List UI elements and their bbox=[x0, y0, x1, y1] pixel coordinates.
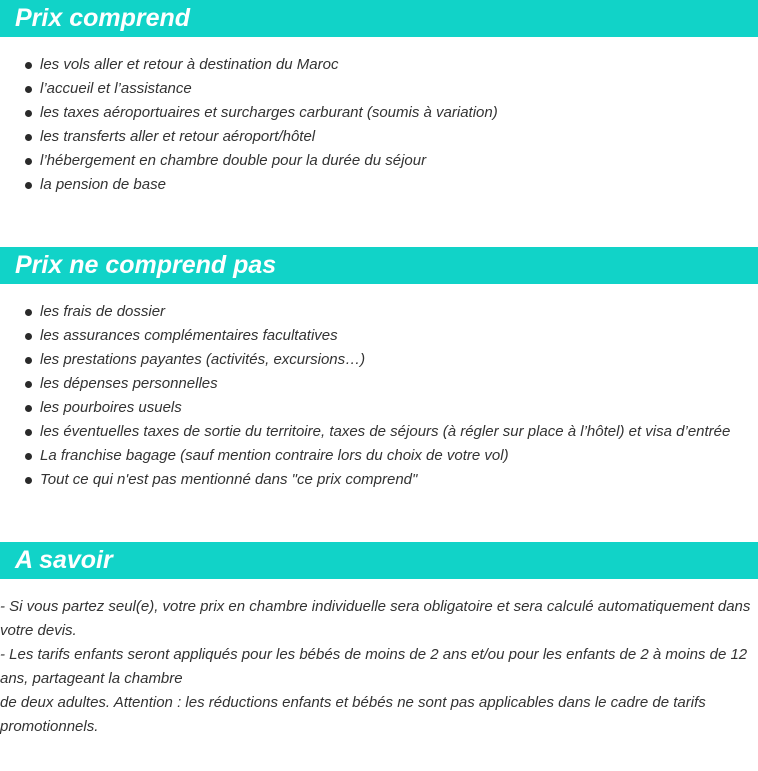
list-item: les vols aller et retour à destination du Maroc bbox=[0, 53, 498, 77]
info-paragraph: - Si vous partez seul(e), votre prix en chambre individuelle sera obligatoire et sera calculé automatiquement dans votre devis. bbox=[0, 598, 751, 639]
info-body bbox=[0, 595, 758, 739]
list-item: les éventuelles taxes de sortie du territoire, taxes de séjours (à régler sur place à l’hôtel) et visa d’entrée bbox=[0, 420, 730, 444]
included-list bbox=[0, 53, 498, 197]
list-item: les assurances complémentaires facultatives bbox=[0, 324, 730, 348]
list-item: la pension de base bbox=[0, 173, 498, 197]
excluded-header bbox=[0, 247, 758, 284]
included-title: Prix comprend bbox=[15, 4, 191, 32]
list-item: La franchise bagage (sauf mention contraire lors du choix de votre vol) bbox=[0, 444, 730, 468]
bullet-icon bbox=[25, 86, 32, 93]
bullet-icon bbox=[25, 110, 32, 117]
bullet-icon bbox=[25, 182, 32, 189]
list-item: les transferts aller et retour aéroport/hôtel bbox=[0, 125, 498, 149]
included-header bbox=[0, 0, 758, 37]
excluded-title: Prix ne comprend pas bbox=[15, 251, 277, 279]
bullet-icon bbox=[25, 381, 32, 388]
bullet-icon bbox=[25, 158, 32, 165]
bullet-icon bbox=[25, 453, 32, 460]
bullet-icon bbox=[25, 134, 32, 141]
list-item: les taxes aéroportuaires et surcharges carburant (soumis à variation) bbox=[0, 101, 498, 125]
info-paragraph: - Les tarifs enfants seront appliqués pour les bébés de moins de 2 ans et/ou pour les enfants de 2 à moins de 12 ans, partageant la chambre bbox=[0, 646, 748, 687]
bullet-icon bbox=[25, 477, 32, 484]
list-item: Tout ce qui n'est pas mentionné dans "ce prix comprend" bbox=[0, 468, 730, 492]
list-item: les frais de dossier bbox=[0, 300, 730, 324]
excluded-list bbox=[0, 300, 730, 492]
list-item: les pourboires usuels bbox=[0, 396, 730, 420]
list-item: les prestations payantes (activités, excursions…) bbox=[0, 348, 730, 372]
bullet-icon bbox=[25, 357, 32, 364]
bullet-icon bbox=[25, 333, 32, 340]
info-title: A savoir bbox=[15, 546, 113, 574]
list-item: les dépenses personnelles bbox=[0, 372, 730, 396]
bullet-icon bbox=[25, 309, 32, 316]
bullet-icon bbox=[25, 62, 32, 69]
list-item: l’hébergement en chambre double pour la durée du séjour bbox=[0, 149, 498, 173]
list-item: l’accueil et l’assistance bbox=[0, 77, 498, 101]
bullet-icon bbox=[25, 429, 32, 436]
info-header bbox=[0, 542, 758, 579]
info-paragraph: de deux adultes. Attention : les réductions enfants et bébés ne sont pas applicables dans le cadre de tarifs promotionnels. bbox=[0, 694, 706, 735]
bullet-icon bbox=[25, 405, 32, 412]
